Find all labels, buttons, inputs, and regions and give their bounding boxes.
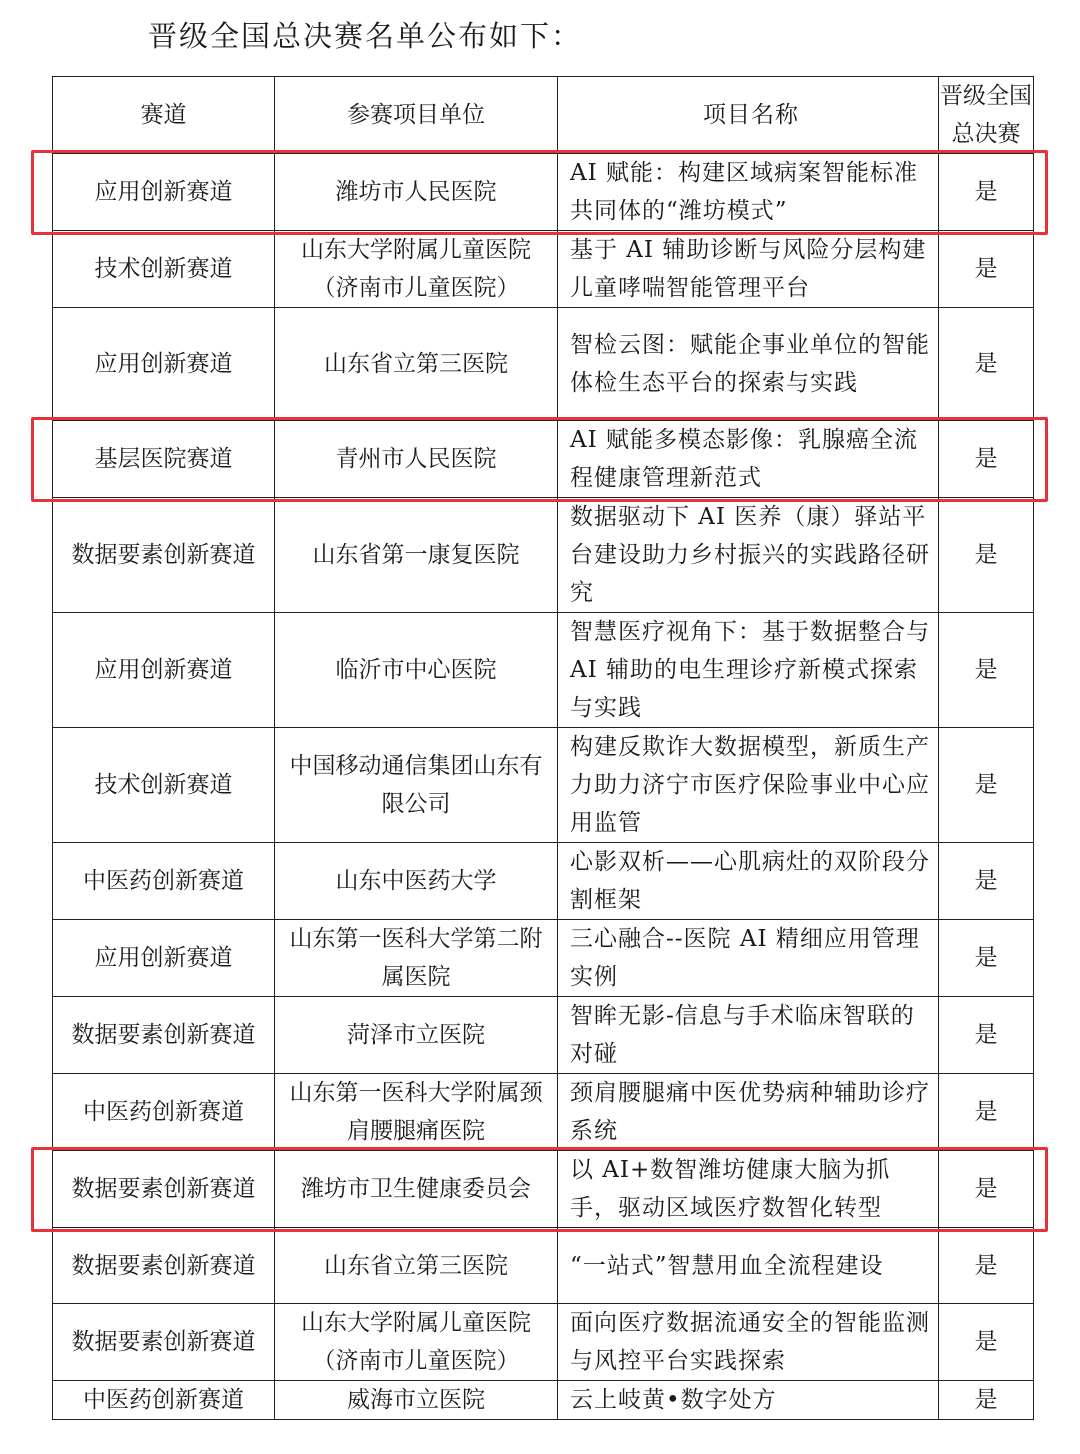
- cell-project: 数据驱动下 AI 医养（康）驿站平台建设助力乡村振兴的实践路径研究: [558, 498, 939, 613]
- cell-project: 智慧医疗视角下：基于数据整合与 AI 辅助的电生理诊疗新模式探索与实践: [558, 613, 939, 728]
- cell-unit: 山东中医药大学: [275, 843, 558, 920]
- table-row: [53, 1151, 1034, 1228]
- table-row: [53, 498, 1034, 613]
- cell-track: 中医药创新赛道: [53, 1074, 275, 1151]
- cell-unit: 山东省立第三医院: [275, 308, 558, 421]
- cell-project: 以 AI+数智潍坊健康大脑为抓手，驱动区域医疗数智化转型: [558, 1151, 939, 1228]
- cell-unit: 潍坊市卫生健康委员会: [275, 1151, 558, 1228]
- table-row: [53, 1074, 1034, 1151]
- cell-track: 应用创新赛道: [53, 920, 275, 997]
- cell-project: 三心融合--医院 AI 精细应用管理实例: [558, 920, 939, 997]
- cell-final: 是: [939, 1304, 1034, 1381]
- cell-track: 中医药创新赛道: [53, 843, 275, 920]
- header-final-line1: 晋级全国: [940, 83, 1032, 109]
- cell-track: 技术创新赛道: [53, 231, 275, 308]
- header-final: [939, 77, 1034, 154]
- cell-project: 构建反欺诈大数据模型，新质生产力助力济宁市医疗保险事业中心应用监管: [558, 728, 939, 843]
- table-row: [53, 1228, 1034, 1304]
- cell-track: 数据要素创新赛道: [53, 997, 275, 1074]
- cell-track: 应用创新赛道: [53, 613, 275, 728]
- table-header-row: [53, 77, 1034, 154]
- cell-final: 是: [939, 1151, 1034, 1228]
- table-row: [53, 231, 1034, 308]
- cell-unit: 山东第一医科大学附属颈肩腰腿痛医院: [275, 1074, 558, 1151]
- cell-project: AI 赋能多模态影像：乳腺癌全流程健康管理新范式: [558, 421, 939, 498]
- cell-final: 是: [939, 308, 1034, 421]
- cell-track: 中医药创新赛道: [53, 1381, 275, 1420]
- table-row: [53, 308, 1034, 421]
- table-row: [53, 997, 1034, 1074]
- table-row: [53, 843, 1034, 920]
- cell-unit: 潍坊市人民医院: [275, 154, 558, 231]
- table-row: [53, 613, 1034, 728]
- cell-final: 是: [939, 920, 1034, 997]
- page-title: 晋级全国总决赛名单公布如下：: [148, 19, 583, 53]
- cell-unit: 山东省立第三医院: [275, 1228, 558, 1304]
- header-final-line2: 总决赛: [951, 121, 1021, 147]
- cell-unit: 青州市人民医院: [275, 421, 558, 498]
- header-track: 赛道: [53, 77, 275, 154]
- cell-final: 是: [939, 1074, 1034, 1151]
- cell-project: 面向医疗数据流通安全的智能监测与风控平台实践探索: [558, 1304, 939, 1381]
- cell-unit: 中国移动通信集团山东有限公司: [275, 728, 558, 843]
- cell-track: 应用创新赛道: [53, 154, 275, 231]
- cell-project: 基于 AI 辅助诊断与风险分层构建儿童哮喘智能管理平台: [558, 231, 939, 308]
- cell-project: 智眸无影-信息与手术临床智联的对碰: [558, 997, 939, 1074]
- cell-project: 颈肩腰腿痛中医优势病种辅助诊疗系统: [558, 1074, 939, 1151]
- table-row: [53, 1381, 1034, 1420]
- cell-final: 是: [939, 231, 1034, 308]
- cell-unit: 山东大学附属儿童医院（济南市儿童医院）: [275, 231, 558, 308]
- cell-final: 是: [939, 421, 1034, 498]
- cell-final: 是: [939, 843, 1034, 920]
- cell-project: 智检云图：赋能企事业单位的智能体检生态平台的探索与实践: [558, 308, 939, 421]
- cell-unit: 菏泽市立医院: [275, 997, 558, 1074]
- cell-unit: 临沂市中心医院: [275, 613, 558, 728]
- cell-final: 是: [939, 613, 1034, 728]
- header-unit: 参赛项目单位: [275, 77, 558, 154]
- finalists-table: [52, 76, 1034, 1420]
- cell-unit: 威海市立医院: [275, 1381, 558, 1420]
- cell-final: 是: [939, 154, 1034, 231]
- cell-unit: 山东省第一康复医院: [275, 498, 558, 613]
- table-row: [53, 421, 1034, 498]
- cell-project: AI 赋能：构建区域病案智能标准共同体的“潍坊模式”: [558, 154, 939, 231]
- table-row: [53, 154, 1034, 231]
- cell-track: 基层医院赛道: [53, 421, 275, 498]
- table-row: [53, 728, 1034, 843]
- cell-track: 应用创新赛道: [53, 308, 275, 421]
- cell-project: “一站式”智慧用血全流程建设: [558, 1228, 939, 1304]
- cell-track: 技术创新赛道: [53, 728, 275, 843]
- cell-track: 数据要素创新赛道: [53, 1228, 275, 1304]
- cell-final: 是: [939, 1381, 1034, 1420]
- header-project: 项目名称: [558, 77, 939, 154]
- cell-track: 数据要素创新赛道: [53, 498, 275, 613]
- table-row: [53, 1304, 1034, 1381]
- cell-track: 数据要素创新赛道: [53, 1151, 275, 1228]
- cell-track: 数据要素创新赛道: [53, 1304, 275, 1381]
- cell-final: 是: [939, 498, 1034, 613]
- table-body: [53, 154, 1034, 1420]
- table-row: [53, 920, 1034, 997]
- cell-final: 是: [939, 728, 1034, 843]
- cell-final: 是: [939, 1228, 1034, 1304]
- cell-final: 是: [939, 997, 1034, 1074]
- cell-project: 心影双析——心肌病灶的双阶段分割框架: [558, 843, 939, 920]
- cell-unit: 山东大学附属儿童医院（济南市儿童医院）: [275, 1304, 558, 1381]
- cell-unit: 山东第一医科大学第二附属医院: [275, 920, 558, 997]
- cell-project: 云上岐黄•数字处方: [558, 1381, 939, 1420]
